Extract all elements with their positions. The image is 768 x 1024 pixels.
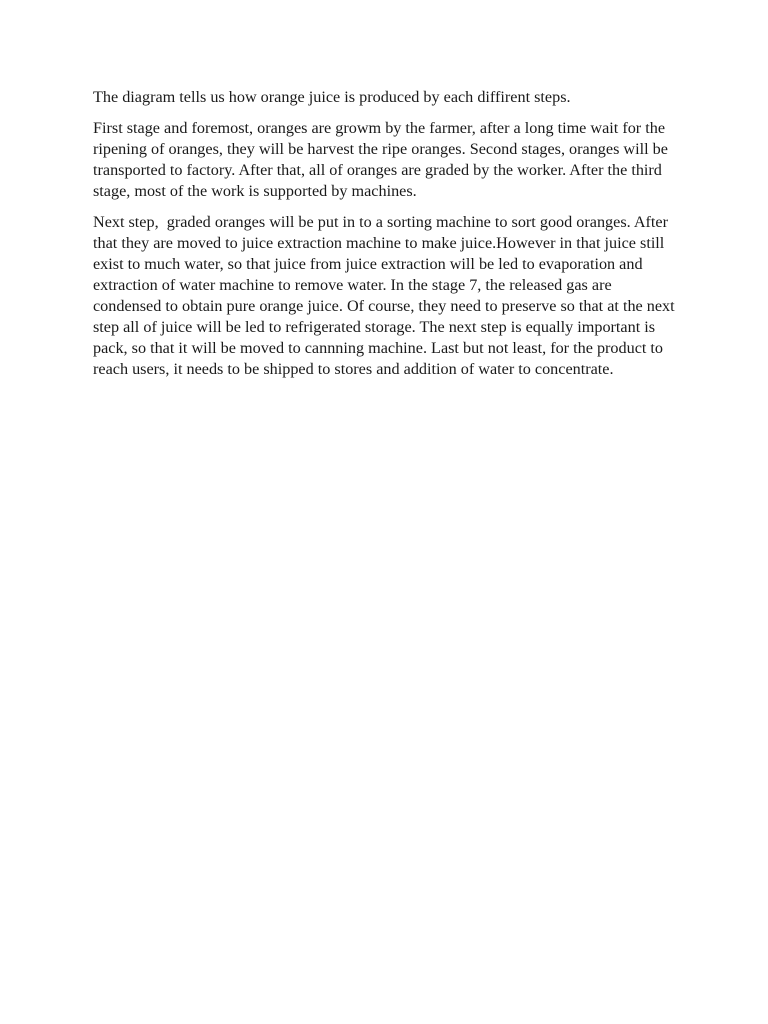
document-body: [93, 87, 683, 390]
intro-paragraph: The diagram tells us how orange juice is produced by each diffirent steps.: [93, 88, 571, 106]
body-paragraph-machine-stages: Next step, graded oranges will be put in to a sorting machine to sort good oranges. After that they are moved to juice extraction machine to make juice.However in that juice still exist to much water, so that juice from juice extraction will be led to evaporation and extraction of water machine to remove water. In the stage 7, the released gas are condensed to obtain pure orange juice. Of course, they need to preserve so that at the next step all of juice will be led to refrigerated storage. The next step is equally important is pack, so that it will be moved to cannning machine. Last but not least, for the product to reach users, it needs to be shipped to stores and addition of water to concentrate.: [93, 213, 679, 378]
body-paragraph-stages-one-to-three: First stage and foremost, oranges are growm by the farmer, after a long time wait for the ripening of oranges, they will be harvest the ripe oranges. Second stages, oranges will be transported to factory. After that, all of oranges are graded by the worker. After the third stage, most of the work is supported by machines.: [93, 119, 672, 200]
